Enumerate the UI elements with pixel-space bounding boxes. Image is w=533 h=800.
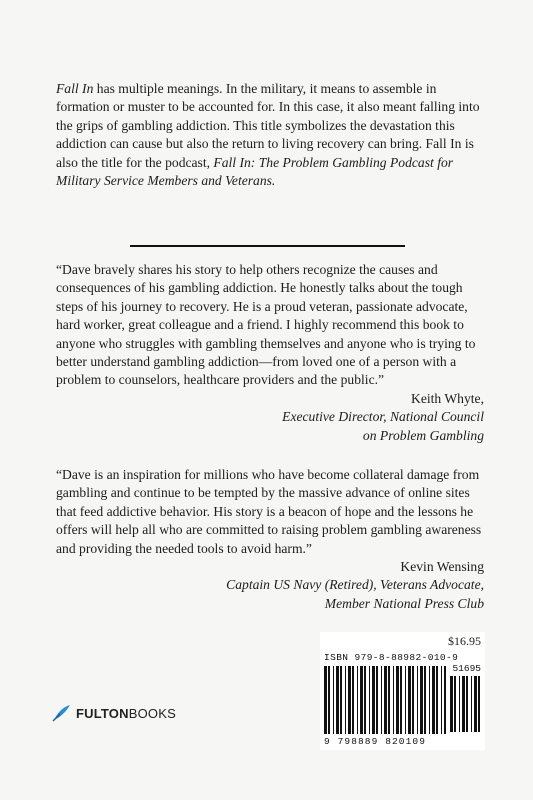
- author-role: Captain US Navy (Retired), Veterans Advocate,: [226, 577, 484, 593]
- testimonial-text: “Dave is an inspiration for millions who have become collateral damage from gambling and continue to be tempted by the massive advance of online sites that feed addictive behavior. His story is a beacon of hope and the lessons he offers will help all who are committed to raising problem gambling awareness and providing the needed tools to avoid harm.”: [56, 467, 482, 556]
- barcode-stripe: [352, 666, 354, 734]
- barcode-stripe: [384, 666, 387, 734]
- barcode-stripe: [444, 666, 446, 734]
- barcode-bars: [324, 666, 446, 736]
- barcode-stripe: [345, 666, 346, 734]
- barcode-stripe: [450, 676, 453, 732]
- barcode-stripe: [336, 666, 339, 734]
- price: $16.95: [448, 634, 481, 648]
- podcast-title: Fall In: The Problem Gambling Podcast for Military Service Members and Veterans.: [56, 154, 454, 189]
- barcode-stripe: [357, 666, 358, 734]
- barcode-stripe: [429, 666, 430, 734]
- barcode-stripe: [459, 676, 460, 732]
- isbn-label: ISBN 979-8-88982-010-9: [324, 652, 459, 663]
- barcode-stripe: [436, 666, 438, 734]
- barcode-stripe: [372, 666, 375, 734]
- barcode-stripe: [462, 676, 465, 732]
- author-role-2: on Problem Gambling: [362, 427, 484, 443]
- description-text: has multiple meanings. In the military, it means to assemble in formation or muster to be accounted for. In this case, it also meant falling into the grips of gambling addiction. This title symbolizes the devastation this addiction can cause but also the return to living recovery can bring. Fall In is also the title for the podcast,: [56, 81, 480, 170]
- author-name: Keith Whyte,: [411, 390, 484, 406]
- barcode-stripe: [328, 666, 330, 734]
- barcode-stripe: [388, 666, 390, 734]
- barcode-stripe: [478, 676, 480, 732]
- author-role-2: Member National Press Club: [324, 595, 484, 611]
- barcode-stripe: [376, 666, 378, 734]
- quill-icon: [52, 704, 72, 722]
- barcode-stripe: [340, 666, 342, 734]
- barcode-stripe: [348, 666, 351, 734]
- book-description: [56, 80, 484, 190]
- barcode-stripe: [405, 666, 406, 734]
- testimonial-attribution: [56, 558, 484, 613]
- divider: [130, 245, 405, 247]
- author-name: Kevin Wensing: [400, 559, 484, 575]
- barcode-stripe: [396, 666, 399, 734]
- barcode-stripe: [408, 666, 411, 734]
- publisher-name: FULTONBOOKS: [76, 705, 176, 721]
- barcode-stripe: [420, 666, 423, 734]
- barcode-stripe: [393, 666, 394, 734]
- barcode-stripe: [441, 666, 442, 734]
- testimonial-2: [56, 466, 484, 613]
- barcode-stripe: [466, 676, 468, 732]
- barcode-stripe: [360, 666, 363, 734]
- author-role: Executive Director, National Council: [282, 409, 484, 425]
- barcode-stripe: [471, 676, 472, 732]
- barcode-stripe: [333, 666, 334, 734]
- testimonial-1: [56, 261, 484, 445]
- price-code: 51695: [452, 663, 481, 674]
- barcode-stripe: [369, 666, 370, 734]
- publisher-logo: [52, 704, 176, 722]
- testimonial-text: “Dave bravely shares his story to help others recognize the causes and consequences of his gambling addiction. He honestly talks about the tough steps of his journey to recovery. He is a proud veteran, passionate advocate, hard worker, great colleague and a friend. I highly recommend this book to anyone who struggles with gambling themselves and anyone who is trying to better understand gambling addiction—from loved one of a person with a problem to counselors, healthcare providers and the public.”: [56, 262, 476, 388]
- barcode-stripe: [400, 666, 402, 734]
- barcode-addon-bars: [450, 676, 482, 734]
- barcode-stripe: [454, 676, 456, 732]
- barcode-stripe: [432, 666, 435, 734]
- barcode-stripe: [381, 666, 382, 734]
- barcode-stripe: [364, 666, 366, 734]
- barcode-stripe: [412, 666, 414, 734]
- barcode-number: 9 798889 820109: [324, 736, 427, 747]
- testimonial-attribution: [56, 390, 484, 445]
- barcode-stripe: [324, 666, 327, 734]
- barcode-area: [320, 632, 485, 750]
- barcode-stripe: [474, 676, 477, 732]
- book-title: Fall In: [56, 81, 94, 96]
- barcode-stripe: [417, 666, 418, 734]
- barcode-stripe: [424, 666, 426, 734]
